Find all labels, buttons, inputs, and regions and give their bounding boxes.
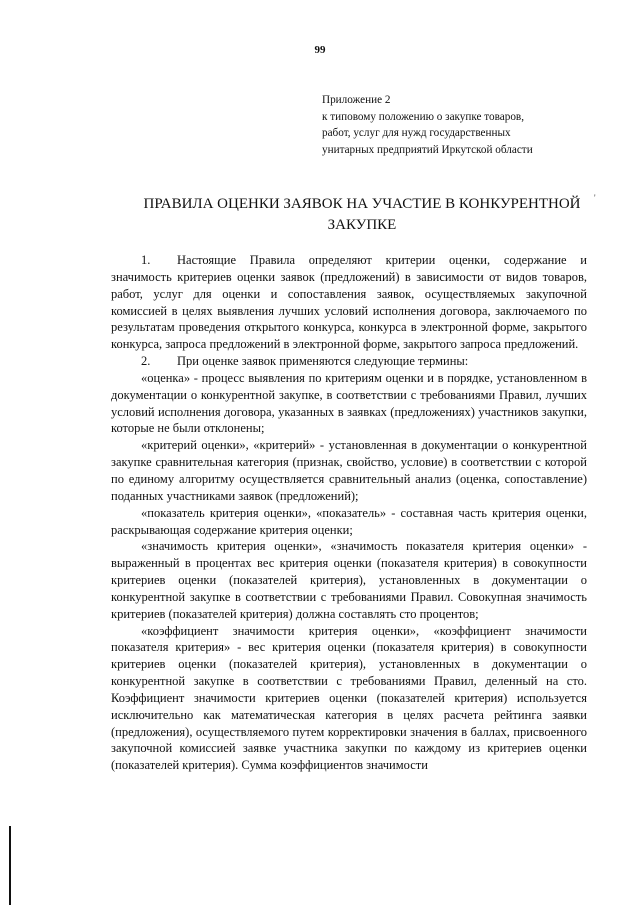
- scan-edge-mark: [9, 826, 11, 905]
- paragraph-2: [111, 353, 587, 370]
- term-znachimost: «значимость критерия оценки», «значимость показателя критерия оценки» - выраженный в процентах вес критерия оценки (показателя критерия) в совокупности критериев оценки (показателей критерия), установленных в документации о конкурентной закупке в соответствии с требованиями Правил. Совокупная значимость критериев (показателей критерия) должна составлять сто процентов;: [111, 539, 587, 621]
- annex-line: работ, услуг для нужд государственных: [322, 127, 511, 139]
- paragraph-number: 1.: [141, 253, 151, 267]
- term-pokazatel: «показатель критерия оценки», «показатель» - составная часть критерия оценки, раскрывающая содержание критерия оценки;: [111, 505, 587, 537]
- annex-line: унитарных предприятий Иркутской области: [322, 143, 533, 156]
- annex-block: [322, 92, 612, 158]
- paragraph-text: Настоящие Правила определяют критерии оценки, содержание и значимость критериев оценки заявок (предложений) в зависимости от видов товаров, работ, услуг для оценки и сопоставления заявок, осуществляемых закупочной комиссией в целях выявления лучших условий исполнения договора, заключаемого по результатам проведения открытого конкурса, конкурса в электронной форме, закрытого конкурса, запроса предложений в электронной форме, закрытого запроса предложений.: [111, 253, 587, 352]
- paragraph-1: [111, 252, 587, 353]
- term-ocenka: «оценка» - процесс выявления по критериям оценки и в порядке, установленном в документации о конкурентной закупке, в соответствии с требованиями Правил, лучших условий исполнения договора, указанных в заявках (предложениях) участников закупки, которые не были отклонены;: [111, 370, 587, 436]
- term-koefficient: «коэффициент значимости критерия оценки», «коэффициент значимости показателя критерия» - вес критерия оценки (показателя критерия) в совокупности критериев оценки (показателей критерия), установленных в документации о конкурентной закупке в соответствии с требованиями Правил, деленный на сто. Коэффициент значимости критериев оценки (показателей критерия) используется исключительно как математическая категория в целях расчета рейтинга заявки (предложения), осуществляемого путем корректировки значения в баллах, присвоенного закупочной комиссией заявке участника закупки по каждому из критериев оценки (показателей критерия). Сумма коэффициентов значимости: [111, 623, 587, 773]
- paragraph-number: 2.: [141, 354, 151, 369]
- margin-mark: ': [594, 193, 596, 203]
- annex-line: к типовому положению о закупке товаров,: [322, 110, 525, 123]
- term-kriteriy: «критерий оценки», «критерий» - установленная в документации о конкурентной закупке сравнительная категория (признак, свойство, условие) в соответствии с которой по единому алгоритму осуществляется сравнительный анализ (оценка, сопоставление) поданных участниками заявок (предложений);: [111, 438, 587, 503]
- annex-line: Приложение 2: [322, 94, 391, 106]
- document-body: [111, 252, 587, 774]
- paragraph-text: При оценке заявок применяются следующие термины:: [177, 354, 469, 369]
- document-title: ПРАВИЛА ОЦЕНКИ ЗАЯВОК НА УЧАСТИЕ В КОНКУРЕНТНОЙ ЗАКУПКЕ: [143, 196, 581, 233]
- page-number: 99: [314, 44, 326, 56]
